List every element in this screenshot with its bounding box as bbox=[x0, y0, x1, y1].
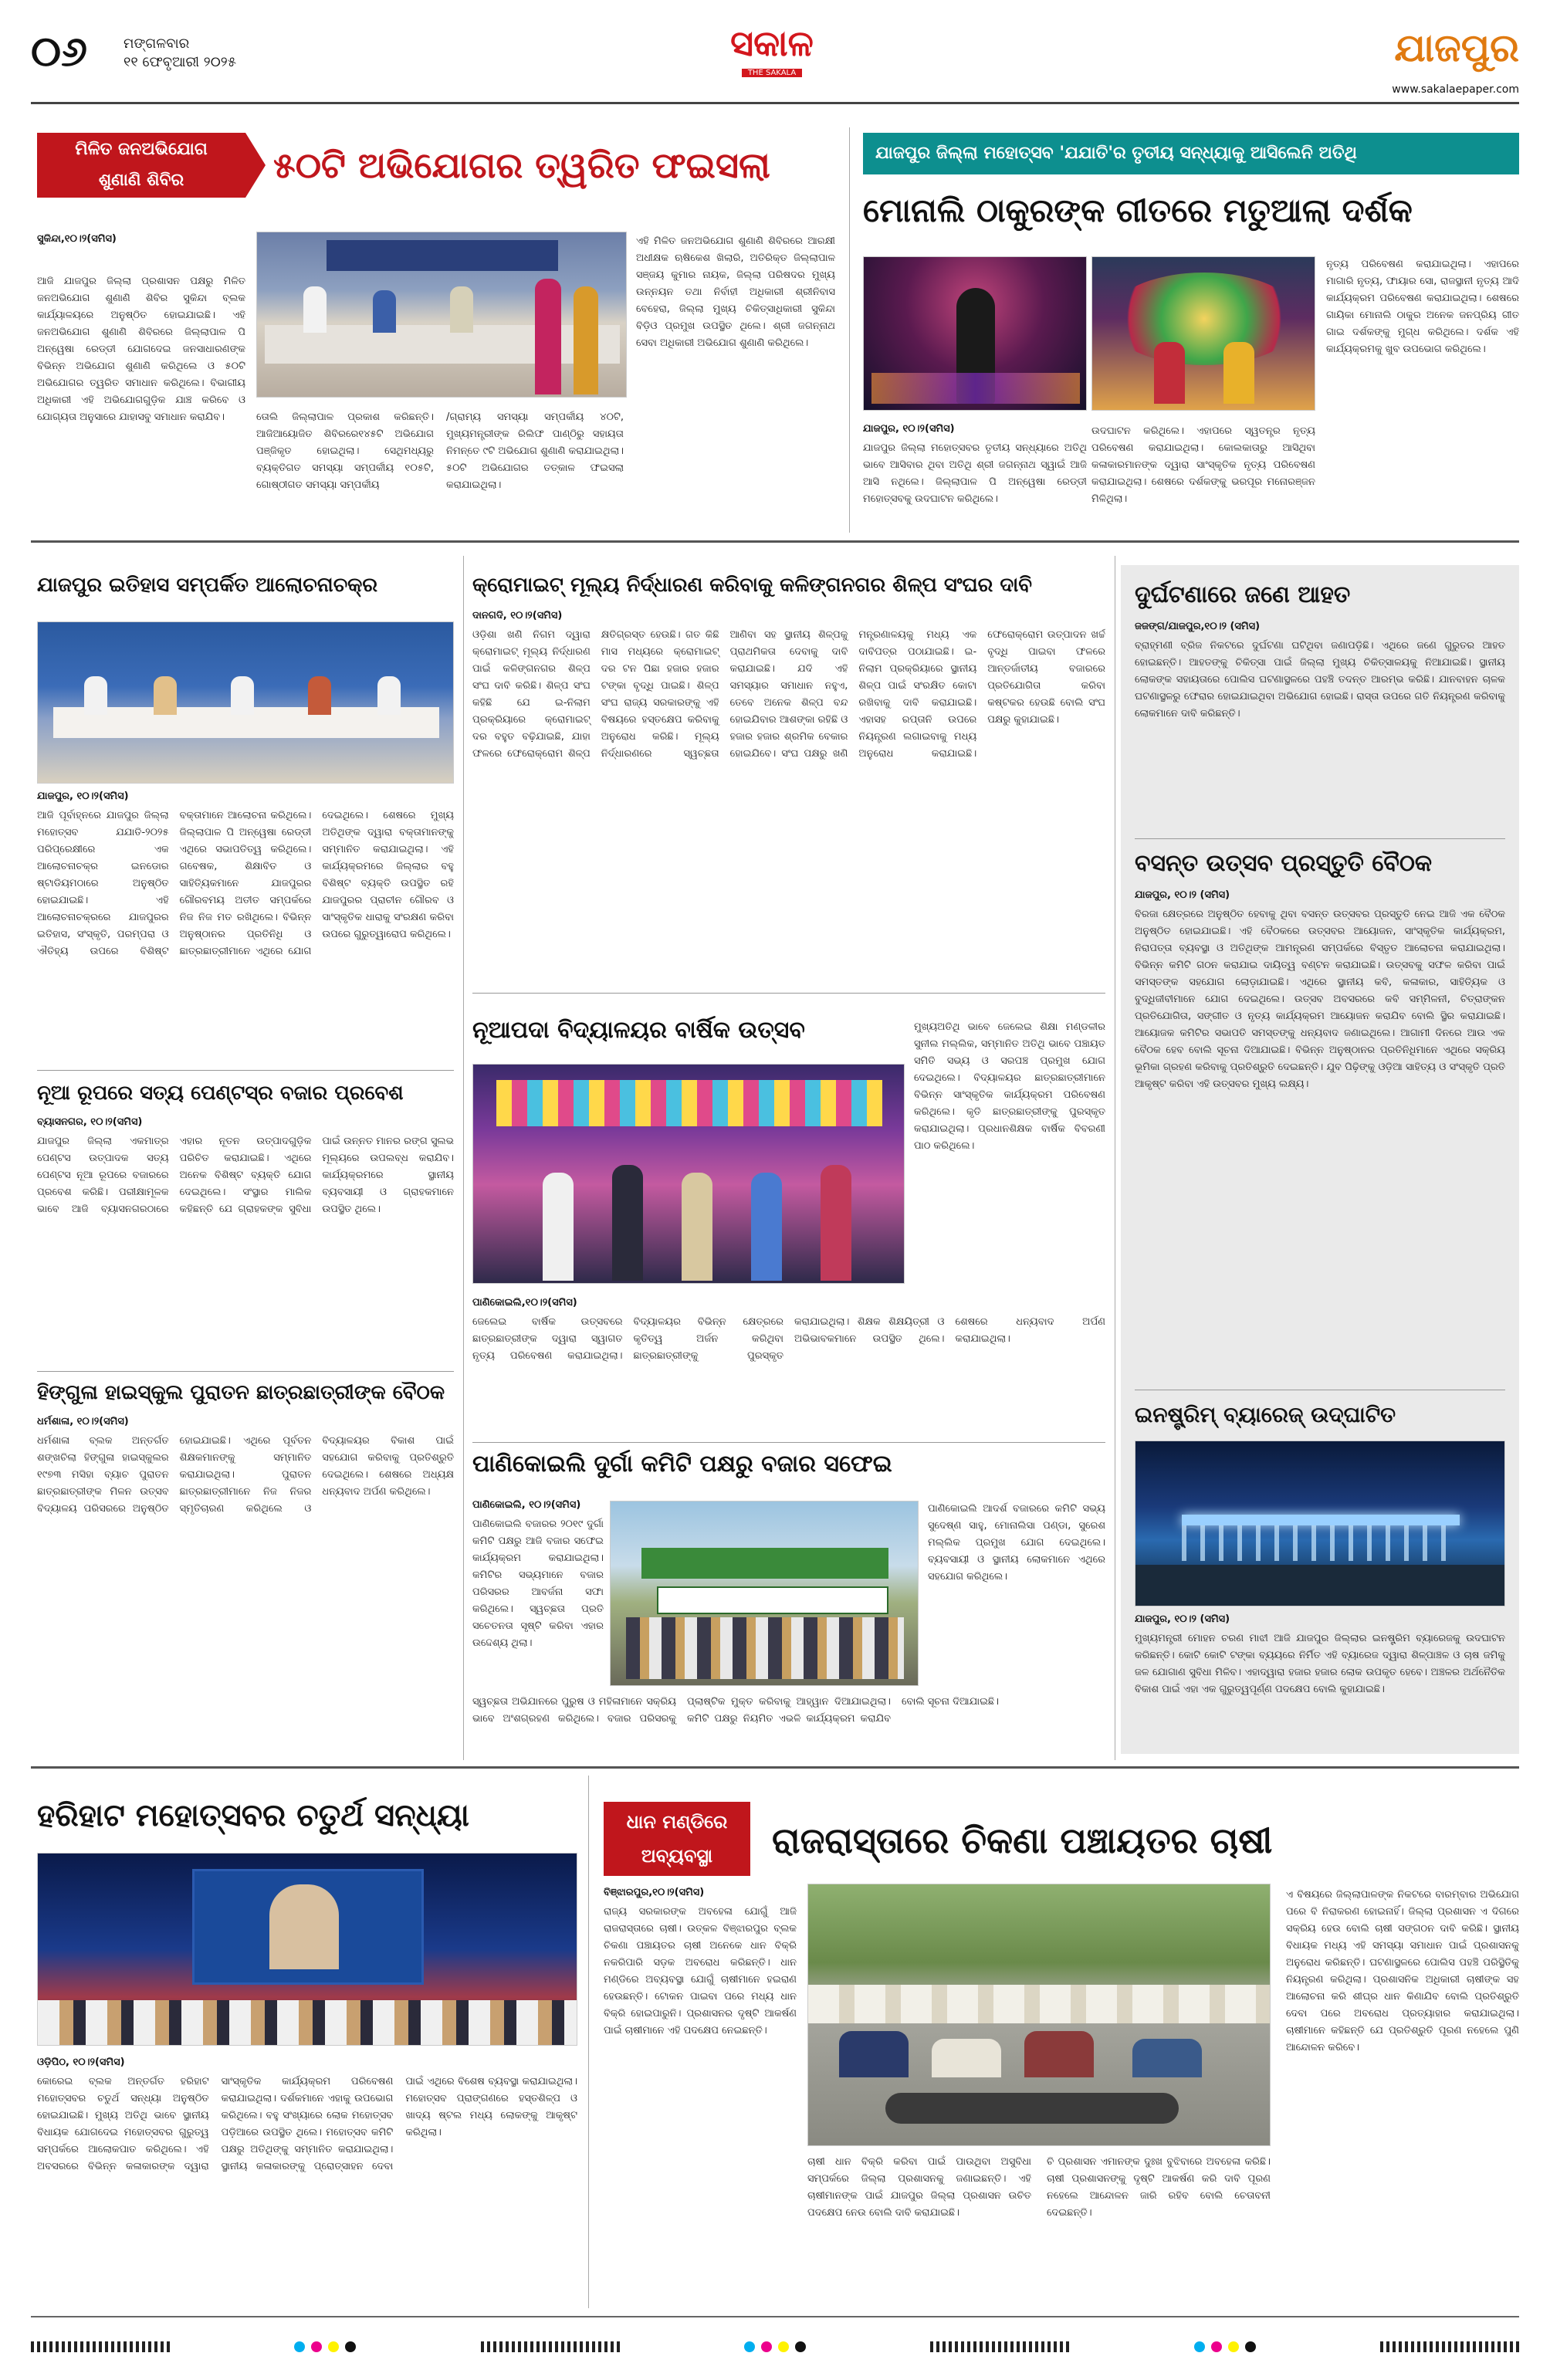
divider bbox=[37, 1371, 454, 1372]
divider bbox=[472, 993, 1105, 994]
s2-headline: ମୋନାଲି ଠାକୁରଙ୍କ ଗୀତରେ ମତୁଆଲା ଦର୍ଶକ bbox=[863, 191, 1413, 229]
s11-headline: ଇନଷ୍ଟ୍ରିମ୍ ବ୍ୟାରେଜ୍ ଉଦ୍‌ଘାଟିତ bbox=[1135, 1402, 1396, 1427]
s1-col1: ଆଜି ଯାଜପୁର ଜିଲ୍ଲା ପ୍ରଶାସନ ପକ୍ଷରୁ ମିଳିତ ଜନଅଭିଯୋଗ ଶୁଣାଣି ଶିବିର ସୁକିନ୍ଦା ବ୍ଲକ କାର୍ଯ୍ୟାଳୟରେ ଅନୁଷ୍ଠିତ ହୋଇଯାଇଛି। ଏହି ଜନଅଭିଯୋଗ ଶୁଣାଣି ଶିବିରରେ ଜିଲ୍ଲାପାଳ ପି ଅନ୍ୱେଷା ରେଡ୍ଡୀ ଯୋଗଦେଇ ଜନସାଧାରଣଙ୍କ ବିଭିନ୍ନ ଅଭିଯୋଗ ଶୁଣାଣି କରିଥିଲେ ଓ ୫୦ଟି ଅଭିଯୋଗର ତ୍ୱରିତ ସମାଧାନ କରିଥିଲେ। ବିଭାଗୀୟ ଅଧିକାରୀ ଏହି ଅଭିଯୋଗଗୁଡ଼ିକ ଯାଞ୍ଚ କରିବେ ଓ ଯୋଗ୍ୟତା ଅନୁସାରେ ଯାହାସବୁ ସମାଧାନ କରାଯିବ। bbox=[37, 276, 245, 423]
s7-body-bottom: ଜେଲେଇ ବାର୍ଷିକ ଉତ୍ସବରେ ଛାତ୍ରଛାତ୍ରୀଙ୍କ ଦ୍ୱାରା ସ୍ୱାଗତ ନୃତ୍ୟ ପରିବେଷଣ କରାଯାଇଥିଲା। ବିଦ୍ୟାଳୟର ବିଭିନ୍ନ କ୍ଷେତ୍ରରେ କୃତିତ୍ୱ ଅର୍ଜନ କରିଥିବା ଛାତ୍ରଛାତ୍ରୀଙ୍କୁ ପୁରସ୍କୃତ କରାଯାଇଥିଲା। ଶିକ୍ଷକ ଶିକ୍ଷୟିତ୍ରୀ ଓ ଅଭିଭାବକମାନେ ଉପସ୍ଥିତ ଥିଲେ। ଶେଷରେ ଧନ୍ୟବାଦ ଅର୍ପଣ କରାଯାଇଥିଲା। bbox=[472, 1316, 1105, 1362]
s9-headline: ଦୁର୍ଘଟଣାରେ ଜଣେ ଆହତ bbox=[1135, 581, 1351, 608]
s3-dateline: ଯାଜପୁର, ୧୦।୨(ସମିସ) bbox=[37, 791, 129, 802]
kicker-line1: ମିଳିତ ଜନଅଭିଯୋଗ bbox=[75, 140, 208, 159]
divider bbox=[37, 1070, 454, 1071]
website-url[interactable]: www.sakalaepaper.com bbox=[1392, 83, 1519, 96]
s12-photo bbox=[37, 1853, 577, 2046]
s13-photo bbox=[807, 1884, 1271, 2146]
s4-headline: ନୂଆ ରୂପରେ ସତ୍ୟ ପେଣ୍ଟସ୍‌ର ବଜାର ପ୍ରବେଶ bbox=[37, 1082, 404, 1105]
s1-col4: ଏହି ମିଳିତ ଜନଅଭିଯୋଗ ଶୁଣାଣି ଶିବିରରେ ଆରକ୍ଷୀ ଅଧୀକ୍ଷକ ଋଷିକେଶ ଖିଲାରି, ଅତିରିକ୍ତ ଜିଲ୍ଲାପାଳ ସଞ୍ଜୟ କୁମାର ନାୟକ, ଜିଲ୍ଲା ପରିଷଦର ମୁଖ୍ୟ ଉନ୍ନୟନ ତଥା ନିର୍ବାହୀ ଅଧିକାରୀ ଶ୍ରୀନିବାସ ବେହେରା, ଜିଲ୍ଲା ମୁଖ୍ୟ ଚିକିତ୍ସାଧିକାରୀ ସୁକିନ୍ଦା ବିଡ଼ିଓ ପ୍ରମୁଖ ଉପସ୍ଥିତ ଥିଲେ। ଶ୍ରୀ ଜଗନ୍ନାଥ ସେବା ଅଧିକାରୀ ଅଭିଯୋଗ ଶୁଣାଣି କରିଥିଲେ। bbox=[636, 235, 835, 349]
s1-dateline: ସୁକିନ୍ଦା,୧୦।୨(ସମିସ) bbox=[37, 233, 117, 245]
column-divider bbox=[849, 127, 850, 533]
s7-photo bbox=[472, 1064, 905, 1284]
s5-body: ଧର୍ମଶାଳା ବ୍ଲକ ଅନ୍ତର୍ଗତ ଶଙ୍ଖଚିଲା ହିଙ୍ଗୁଳା ହାଇସ୍କୁଲର ୧୯୭୩ ମସିହା ବ୍ୟାଚ ପୁରାତନ ଛାତ୍ରଛାତ୍ରୀଙ୍କ ମିଳନ ଉତ୍ସବ ବିଦ୍ୟାଳୟ ପରିସରରେ ଅନୁଷ୍ଠିତ ହୋଇଯାଇଛି। ଏଥିରେ ପୂର୍ବତନ ଶିକ୍ଷକମାନଙ୍କୁ ସମ୍ମାନିତ କରାଯାଇଥିଲା। ପୁରାତନ ଛାତ୍ରଛାତ୍ରୀମାନେ ନିଜ ନିଜର ସ୍ମୃତିଚାରଣ କରିଥିଲେ ଓ ବିଦ୍ୟାଳୟର ବିକାଶ ପାଇଁ ସହଯୋଗ କରିବାକୁ ପ୍ରତିଶ୍ରୁତି ଦେଇଥିଲେ। ଶେଷରେ ଅଧ୍ୟକ୍ଷ ଧନ୍ୟବାଦ ଅର୍ପଣ କରିଥିଲେ। bbox=[37, 1435, 454, 1515]
s13-col4: ଏ ବିଷୟରେ ଜିଲ୍ଲାପାଳଙ୍କ ନିକଟରେ ବାରମ୍ବାର ଅଭିଯୋଗ ପରେ ବି ନିରାକରଣ ହୋଇନାହିଁ। ଜିଲ୍ଲା ପ୍ରଶାସନ ଏ ଦିଗରେ ସକ୍ରିୟ ହେଉ ବୋଲି ଚାଷୀ ସଙ୍ଗଠନ ଦାବି କରିଛି। ସ୍ଥାନୀୟ ବିଧାୟକ ମଧ୍ୟ ଏହି ସମସ୍ୟା ସମାଧାନ ପାଇଁ ପ୍ରଶାସନକୁ ଅନୁରୋଧ କରିଛନ୍ତି। ଘଟଣାସ୍ଥଳରେ ପୋଲିସ ପହଞ୍ଚି ପରିସ୍ଥିତିକୁ ନିୟନ୍ତ୍ରଣ କରିଥିଲା। ପ୍ରଶାସନିକ ଅଧିକାରୀ ଚାଷୀଙ୍କ ସହ ଆଲୋଚନା କରି ଶୀଘ୍ର ଧାନ କିଣାଯିବ ବୋଲି ପ୍ରତିଶ୍ରୁତି ଦେବା ପରେ ଅବରୋଧ ପ୍ରତ୍ୟାହାର କରାଯାଇଥିଲା। ଚାଷୀମାନେ କହିଛନ୍ତି ଯେ ପ୍ରତିଶ୍ରୁତି ପୂରଣ ନହେଲେ ପୁଣି ଆନ୍ଦୋଳନ କରିବେ। bbox=[1286, 1889, 1519, 2053]
s13-dateline: ବିଞ୍ଝାରପୁର,୧୦।୨(ସମିସ) bbox=[604, 1887, 705, 1898]
s11-photo-barrage bbox=[1135, 1441, 1505, 1606]
section-name: ଯାଜପୁର bbox=[1394, 25, 1519, 70]
newspaper-logo bbox=[664, 23, 880, 78]
s6-headline: କ୍ରୋମାଇଟ୍ ମୂଲ୍ୟ ନିର୍ଦ୍ଧାରଣ କରିବାକୁ କଳିଙ୍ଗନଗର ଶିଳ୍ପ ସଂଘର ଦାବି bbox=[472, 574, 1032, 597]
s2-col2: ଉଦଘାଟନ କରିଥିଲେ। ଏହାପରେ ସ୍ୱତନ୍ତ୍ର ନୃତ୍ୟ ପରିବେଷଣ କରାଯାଇଥିଲା। କୋଲକାତାରୁ ଆସିଥିବା କଳାକାରମାନଙ୍କ ଦ୍ୱାରା ସାଂସ୍କୃତିକ ନୃତ୍ୟ ପରିବେଷଣ କରାଯାଇଥିଲା। ଶେଷରେ ଦର୍ଶକଙ୍କୁ ଭରପୂର ମନୋରଞ୍ଜନ ମିଳିଥିଲା। bbox=[1091, 425, 1315, 505]
column-divider bbox=[463, 556, 464, 1760]
s13-kicker-line2: ଅବ୍ୟବସ୍ଥା bbox=[641, 1845, 713, 1867]
s12-headline: ହରିହାଟ ମହୋତ୍ସବର ଚତୁର୍ଥ ସନ୍ଧ୍ୟା bbox=[37, 1798, 469, 1833]
s7-body-right: ମୁଖ୍ୟଅତିଥି ଭାବେ ଜେଲେଇ ଶିକ୍ଷା ମଣ୍ଡଳୀର ସୁନୀଲ ମଲ୍ଲିକ, ସମ୍ମାନିତ ଅତିଥି ଭାବେ ପଞ୍ଚାୟତ ସମିତି ସଭ୍ୟ ଓ ସରପଞ୍ଚ ପ୍ରମୁଖ ଯୋଗ ଦେଇଥିଲେ। ବିଦ୍ୟାଳୟର ଛାତ୍ରଛାତ୍ରୀମାନେ ବିଭିନ୍ନ ସାଂସ୍କୃତିକ କାର୍ଯ୍ୟକ୍ରମ ପରିବେଷଣ କରିଥିଲେ। କୃତି ଛାତ୍ରଛାତ୍ରୀଙ୍କୁ ପୁରସ୍କୃତ କରାଯାଇଥିଲା। ପ୍ରଧାନଶିକ୍ଷକ ବାର୍ଷିକ ବିବରଣୀ ପାଠ କରିଥିଲେ। bbox=[914, 1021, 1105, 1152]
s6-body: ଓଡ଼ିଶା ଖଣି ନିଗମ ଦ୍ୱାରା କ୍ରୋମାଇଟ୍ ମୂଲ୍ୟ ନିର୍ଦ୍ଧାରଣ ପାଇଁ କଳିଙ୍ଗନଗର ଶିଳ୍ପ ସଂଘ ଦାବି କରିଛି। ଶିଳ୍ପ ସଂଘ କହିଛି ଯେ ଇ-ନିଲାମ ପ୍ରକ୍ରିୟାରେ କ୍ରୋମାଇଟ୍ ଦର ବହୁତ ବଢ଼ିଯାଇଛି, ଯାହା ଫଳରେ ଫେରୋକ୍ରୋମ ଶିଳ୍ପ କ୍ଷତିଗ୍ରସ୍ତ ହେଉଛି। ଗତ କିଛି ମାସ ମଧ୍ୟରେ କ୍ରୋମାଇଟ୍ ଦର ଟନ ପିଛା ହଜାର ହଜାର ଟଙ୍କା ବୃଦ୍ଧି ପାଇଛି। ଶିଳ୍ପ ସଂଘ ରାଜ୍ୟ ସରକାରଙ୍କୁ ଏହି ବିଷୟରେ ହସ୍ତକ୍ଷେପ କରିବାକୁ ଅନୁରୋଧ କରିଛି। ମୂଲ୍ୟ ନିର୍ଦ୍ଧାରଣରେ ସ୍ୱଚ୍ଛତା ଆଣିବା ସହ ସ୍ଥାନୀୟ ଶିଳ୍ପକୁ ପ୍ରାଥମିକତା ଦେବାକୁ ଦାବି କରାଯାଇଛି। ଯଦି ଏହି ସମସ୍ୟାର ସମାଧାନ ନହୁଏ, ତେବେ ଅନେକ ଶିଳ୍ପ ବନ୍ଦ ହୋଇଯିବାର ଆଶଙ୍କା ରହିଛି ଓ ହଜାର ହଜାର ଶ୍ରମିକ ବେକାର ହୋଇଯିବେ। ସଂଘ ପକ୍ଷରୁ ଖଣି ମନ୍ତ୍ରଣାଳୟକୁ ମଧ୍ୟ ଏକ ଦାବିପତ୍ର ପଠାଯାଇଛି। ଇ-ନିଲାମ ପ୍ରକ୍ରିୟାରେ ସ୍ଥାନୀୟ ଶିଳ୍ପ ପାଇଁ ସଂରକ୍ଷିତ କୋଟା ରଖିବାକୁ ଦାବି କରାଯାଇଛି। ଏହାସହ ରପ୍ତାନି ଉପରେ ନିୟନ୍ତ୍ରଣ ଲଗାଇବାକୁ ମଧ୍ୟ ଅନୁରୋଧ କରାଯାଇଛି। ଫେରୋକ୍ରୋମ ଉତ୍ପାଦନ ଖର୍ଚ୍ଚ ବୃଦ୍ଧି ପାଇବା ଫଳରେ ଆନ୍ତର୍ଜାତୀୟ ବଜାରରେ ପ୍ରତିଯୋଗିତା କରିବା କଷ୍ଟକର ହେଉଛି ବୋଲି ସଂଘ ପକ୍ଷରୁ କୁହାଯାଇଛି। bbox=[472, 629, 1105, 760]
section-rule bbox=[31, 1766, 1519, 1769]
s13-headline: ରାଜରାସ୍ତାରେ ଚିକଣା ପଞ୍ଚାୟତର ଚାଷୀ bbox=[772, 1820, 1273, 1861]
s1-headline: ୫୦ଟି ଅଭିଯୋଗର ତ୍ୱରିତ ଫଇସଲା bbox=[273, 144, 770, 186]
s8-body-left: ପାଣିକୋଇଲି ବଜାରର ୨୦୧୯ ଦୁର୍ଗା କମିଟି ପକ୍ଷରୁ ଆଜି ବଜାର ସଫେଇ କାର୍ଯ୍ୟକ୍ରମ କରାଯାଇଥିଲା। କମିଟିର ସଭ୍ୟମାନେ ବଜାର ପରିସରର ଆବର୍ଜନା ସଫା କରିଥିଲେ। ସ୍ୱଚ୍ଛତା ପ୍ରତି ସଚେତନତା ସୃଷ୍ଟି କରିବା ଏହାର ଉଦ୍ଦେଶ୍ୟ ଥିଲା। bbox=[472, 1518, 604, 1649]
s2-col3: ନୃତ୍ୟ ପରିବେଷଣ କରାଯାଇଥିଲା। ଏହାପରେ ମାଗାରି ନୃତ୍ୟ, ଫାୟାର ସୋ, ରାଜସ୍ଥାନୀ ନୃତ୍ୟ ଆଦି କାର୍ଯ୍ୟକ୍ରମ ପରିବେଷଣ କରାଯାଇଥିଲା। ଶେଷରେ ଗାୟିକା ମୋନାଲି ଠାକୁର ଅନେକ ଜନପ୍ରିୟ ଗୀତ ଗାଇ ଦର୍ଶକଙ୍କୁ ମୁଗ୍ଧ କରିଥିଲେ। ଦର୍ଶକ ଏହି କାର୍ଯ୍ୟକ୍ରମକୁ ଖୁବ ଉପଭୋଗ କରିଥିଲେ। bbox=[1326, 259, 1519, 355]
s10-headline: ବସନ୍ତ ଉତ୍ସବ ପ୍ରସ୍ତୁତି ବୈଠକ bbox=[1135, 850, 1433, 877]
s12-dateline: ଓଡ଼ିପିଠ, ୧୦।୨(ସମିସ) bbox=[37, 2057, 125, 2068]
s8-photo bbox=[610, 1501, 919, 1686]
s13-kicker-line1: ଧାନ ମଣ୍ଡିରେ bbox=[626, 1811, 728, 1833]
registration-marks bbox=[31, 2339, 1519, 2355]
s8-headline: ପାଣିକୋଇଲି ଦୁର୍ଗା କମିଟି ପକ୍ଷରୁ ବଜାର ସଫେଇ bbox=[472, 1451, 892, 1478]
s9-dateline: ଜଜଙ୍ଗ/ଯାଜପୁର,୧୦।୨ (ସମିସ) bbox=[1135, 621, 1261, 632]
issue-date: ୧୧ ଫେବୃଆରୀ ୨୦୨୫ bbox=[124, 54, 236, 70]
divider bbox=[1135, 838, 1505, 839]
s1-col2: ତୋଲି ଜିଲ୍ଲାପାଳ ପ୍ରକାଶ କରିଛନ୍ତି। ଆଜିଆୟୋଜିତ ଶିବିରରେ୧୪୫ଟି ଅଭିଯୋଗ ପଞ୍ଜିକୃତ ହୋଇଥିଲା। ସେଥିମଧ୍ୟରୁ ବ୍ୟକ୍ତିଗତ ସମସ୍ୟା ସମ୍ପର୍କୀୟ ୧୦୫ଟି, ଗୋଷ୍ଠୀଗତ ସମସ୍ୟା ସମ୍ପର୍କୀୟ bbox=[256, 411, 434, 491]
s2-kicker: ଯାଜପୁର ଜିଲ୍ଲା ମହୋତ୍ସବ 'ଯଯାତି'ର ତୃତୀୟ ସନ୍ଧ୍ୟାକୁ ଆସିଲେନି ଅତିଥି bbox=[863, 133, 1519, 174]
s11-body: ମୁଖ୍ୟମନ୍ତ୍ରୀ ମୋହନ ଚରଣ ମାଝୀ ଆଜି ଯାଜପୁର ଜିଲ୍ଲାର ଇନଷ୍ଟ୍ରିମ ବ୍ୟାରେଜକୁ ଉଦଘାଟନ କରିଛନ୍ତି। କୋଟି କୋଟି ଟଙ୍କା ବ୍ୟୟରେ ନିର୍ମିତ ଏହି ବ୍ୟାରେଜ ଦ୍ୱାରା ଶିଳ୍ପାଞ୍ଚଳ ଓ ଚାଷ ଜମିକୁ ଜଳ ଯୋଗାଣ ସୁବିଧା ମିଳିବ। ଏହାଦ୍ୱାରା ହଜାର ହଜାର ଲୋକ ଉପକୃତ ହେବେ। ଅଞ୍ଚଳର ଅର୍ଥନୈତିକ ବିକାଶ ପାଇଁ ଏହା ଏକ ଗୁରୁତ୍ୱପୂର୍ଣ୍ଣ ପଦକ୍ଷେପ ବୋଲି କୁହାଯାଇଛି। bbox=[1135, 1633, 1505, 1695]
column-divider bbox=[588, 1776, 589, 2308]
s2-col1: ଯାଜପୁର ଜିଲ୍ଲା ମହୋତ୍ସବର ତୃତୀୟ ସନ୍ଧ୍ୟାରେ ଅତିଥି ଭାବେ ଆସିବାର ଥିବା ଅତିଥି ଶ୍ରୀ ଜଗନ୍ନାଥ ସ୍ୱାଇଁ ଆଜି ଆସି ନଥିଲେ। ଜିଲ୍ଲାପାଳ ପି ଅନ୍ୱେଷା ରେଡ୍ଡୀ ମହୋତ୍ସବକୁ ଉଦଘାଟନ କରିଥିଲେ। bbox=[863, 442, 1087, 505]
s2-dateline: ଯାଜପୁର, ୧୦।୨(ସମିସ) bbox=[863, 423, 955, 435]
s13-col3: ଚି ପ୍ରଶାସନ ଏମାନଙ୍କ ଦୁଃଖ ବୁଝିବାରେ ଅବହେଳା କରିଛି। ଚାଷୀ ପ୍ରଶାସନଙ୍କୁ ଦୃଷ୍ଟି ଆକର୍ଷଣ କରି ଦାବି ପୂରଣ ନହେଲେ ଆନ୍ଦୋଳନ ଜାରି ରହିବ ବୋଲି ଚେତାବନୀ ଦେଇଛନ୍ତି। bbox=[1047, 2156, 1271, 2219]
s3-headline: ଯାଜପୁର ଇତିହାସ ସମ୍ପର୍କିତ ଆଲୋଚନାଚକ୍ର bbox=[37, 574, 378, 597]
kicker-box bbox=[37, 133, 245, 198]
s11-dateline: ଯାଜପୁର, ୧୦।୨ (ସମିସ) bbox=[1135, 1613, 1230, 1625]
kicker-chevron bbox=[245, 133, 266, 198]
s5-headline: ହିଙ୍ଗୁଳା ହାଇସ୍କୁଲ ପୁରାତନ ଛାତ୍ରଛାତ୍ରୀଙ୍କ ବୈଠକ bbox=[37, 1381, 445, 1404]
kicker-line2: ଶୁଣାଣି ଶିବିର bbox=[98, 171, 184, 190]
s1-col3: /ଗ୍ରାମ୍ୟ ସମସ୍ୟା ସମ୍ପର୍କୀୟ ୪୦ଟି, ମୁଖ୍ୟମନ୍ତ୍ରୀଙ୍କ ରିଲିଫ ପାଣ୍ଠିରୁ ସହାୟତା ନିମନ୍ତେ ୯ଟି ଅଭିଯୋଗ ଶୁଣାଣି କରାଯାଇଥିଲା। ୫୦ଟି ଅଭିଯୋଗର ତତ୍କାଳ ଫଇସଲା କରାଯାଇଥିଲା। bbox=[446, 411, 624, 491]
s8-body-bottom: ସ୍ୱଚ୍ଛତା ଅଭିଯାନରେ ପୁରୁଷ ଓ ମହିଳାମାନେ ସକ୍ରିୟ ଭାବେ ଅଂଶଗ୍ରହଣ କରିଥିଲେ। ବଜାର ପରିସରକୁ ପ୍ଲାଷ୍ଟିକ ମୁକ୍ତ କରିବାକୁ ଆହ୍ୱାନ ଦିଆଯାଇଥିଲା। କମିଟି ପକ୍ଷରୁ ନିୟମିତ ଏଭଳି କାର୍ଯ୍ୟକ୍ରମ କରାଯିବ ବୋଲି ସୂଚନା ଦିଆଯାଇଛି। bbox=[472, 1696, 999, 1725]
s13-col1: ରାଜ୍ୟ ସରକାରଙ୍କ ଅବହେଳା ଯୋଗୁଁ ଆଜି ରାଜରାସ୍ତାରେ ଚାଷୀ। ଉତ୍କଳ ବିଞ୍ଝାରପୁର ବ୍ଲକ ଚିକଣା ପଞ୍ଚାୟତର ଚାଷୀ ଅନେକେ ଧାନ ବିକ୍ରି ନକରିପାରି ସଡ଼କ ଅବରୋଧ କରିଛନ୍ତି। ଧାନ ମଣ୍ଡିରେ ଅବ୍ୟବସ୍ଥା ଯୋଗୁଁ ଚାଷୀମାନେ ହଇରାଣ ହେଉଛନ୍ତି। ଟୋକନ ପାଇବା ପରେ ମଧ୍ୟ ଧାନ ବିକ୍ରି ହୋଇପାରୁନି। ପ୍ରଶାସନର ଦୃଷ୍ଟି ଆକର୍ଷଣ ପାଇଁ ଚାଷୀମାନେ ଏହି ପଦକ୍ଷେପ ନେଇଛନ୍ତି। bbox=[604, 1906, 797, 2036]
issue-day: ମଙ୍ଗଳବାର bbox=[124, 36, 190, 52]
logo-subtitle: THE SAKALA bbox=[742, 69, 802, 77]
logo-text: ସକାଳ bbox=[730, 22, 814, 64]
s4-dateline: ବ୍ୟାସନଗର, ୧୦।୨(ସମିସ) bbox=[37, 1116, 143, 1128]
s10-dateline: ଯାଜପୁର, ୧୦।୨ (ସମିସ) bbox=[1135, 889, 1230, 901]
s5-dateline: ଧର୍ମଶାଳା, ୧୦।୨(ସମିସ) bbox=[37, 1416, 129, 1427]
s8-body-right: ପାଣିକୋଇଲି ଆଦର୍ଶ ବଜାରରେ କମିଟି ସଭ୍ୟ ସୁଦେଷ୍ଣ ସାହୁ, ମୋନାଲିସା ପଣ୍ଡା, ସୁରେଶ ମଲ୍ଲିକ ପ୍ରମୁଖ ଯୋଗ ଦେଇଥିଲେ। ବ୍ୟବସାୟୀ ଓ ସ୍ଥାନୀୟ ଲୋକମାନେ ଏଥିରେ ସହଯୋଗ କରିଥିଲେ। bbox=[928, 1503, 1105, 1583]
s4-body: ଯାଜପୁର ଜିଲ୍ଲା ଏକମାତ୍ର ପେଣ୍ଟସ ଉତ୍ପାଦକ ସତ୍ୟ ପେଣ୍ଟସ ନୂଆ ରୂପରେ ବଜାରରେ ପ୍ରବେଶ କରିଛି। ପରୀକ୍ଷାମୂଳକ ଭାବେ ଆଜି ବ୍ୟାସନଗରଠାରେ ଏହାର ନୂତନ ଉତ୍ପାଦଗୁଡ଼ିକ ପରିଚିତ କରାଯାଇଛି। ଏଥିରେ ଅନେକ ବିଶିଷ୍ଟ ବ୍ୟକ୍ତି ଯୋଗ ଦେଇଥିଲେ। ସଂସ୍ଥାର ମାଲିକ କହିଛନ୍ତି ଯେ ଗ୍ରାହକଙ୍କ ସୁବିଧା ପାଇଁ ଉନ୍ନତ ମାନର ରଙ୍ଗ ସୁଲଭ ମୂଲ୍ୟରେ ଉପଲବ୍ଧ କରାଯିବ। କାର୍ଯ୍ୟକ୍ରମରେ ସ୍ଥାନୀୟ ବ୍ୟବସାୟୀ ଓ ଗ୍ରାହକମାନେ ଉପସ୍ଥିତ ଥିଲେ। bbox=[37, 1136, 454, 1215]
s6-dateline: ଦାନଗଦି, ୧୦।୨(ସମିସ) bbox=[472, 610, 563, 621]
s2-photo-dance bbox=[1091, 256, 1315, 411]
s1-photo bbox=[256, 232, 627, 398]
page-number: ୦୬ bbox=[31, 26, 88, 76]
footer-rule bbox=[31, 2316, 1519, 2317]
s3-photo bbox=[37, 621, 454, 784]
s8-dateline: ପାଣିକୋଇଲି, ୧୦।୨(ସମିସ) bbox=[472, 1499, 581, 1511]
s9-body: ବ୍ରାହ୍ମଣୀ ବ୍ରିଜ ନିକଟରେ ଦୁର୍ଘଟଣା ଘଟିଥିବା ଜଣାପଡ଼ିଛି। ଏଥିରେ ଜଣେ ଗୁରୁତର ଆହତ ହୋଇଛନ୍ତି। ଆହତଙ୍କୁ ଚିକିତ୍ସା ପାଇଁ ଜିଲ୍ଲା ମୁଖ୍ୟ ଚିକିତ୍ସାଳୟକୁ ନିଆଯାଇଛି। ସ୍ଥାନୀୟ ଲୋକଙ୍କ ସହାୟତାରେ ପୋଲିସ ଘଟଣାସ୍ଥଳରେ ପହଞ୍ଚି ତଦନ୍ତ ଆରମ୍ଭ କରିଛି। ଯାନବାହନ ଚାଳକ ଘଟଣାସ୍ଥଳରୁ ଫେରାର ହୋଇଯାଇଥିବା ଅଭିଯୋଗ ହୋଇଛି। ରାସ୍ତା ଉପରେ ଗତି ନିୟନ୍ତ୍ରଣ କରିବାକୁ ଲୋକମାନେ ଦାବି କରିଛନ୍ତି। bbox=[1135, 640, 1505, 719]
s7-headline: ନୂଆପଦା ବିଦ୍ୟାଳୟର ବାର୍ଷିକ ଉତ୍ସବ bbox=[472, 1017, 805, 1044]
s10-body: ବିରଜା କ୍ଷେତ୍ରରେ ଅନୁଷ୍ଠିତ ହେବାକୁ ଥିବା ବସନ୍ତ ଉତ୍ସବର ପ୍ରସ୍ତୁତି ନେଇ ଆଜି ଏକ ବୈଠକ ଅନୁଷ୍ଠିତ ହୋଇଯାଇଛି। ଏହି ବୈଠକରେ ଉତ୍ସବର ଆୟୋଜନ, ସାଂସ୍କୃତିକ କାର୍ଯ୍ୟକ୍ରମ, ନିରାପତ୍ତା ବ୍ୟବସ୍ଥା ଓ ଅତିଥିଙ୍କ ଆମନ୍ତ୍ରଣ ସମ୍ପର୍କରେ ବିସ୍ତୃତ ଆଲୋଚନା କରାଯାଇଥିଲା। ବିଭିନ୍ନ କମିଟି ଗଠନ କରାଯାଇ ଦାୟିତ୍ୱ ବଣ୍ଟନ କରାଯାଇଛି। ଉତ୍ସବକୁ ସଫଳ କରିବା ପାଇଁ ସମସ୍ତଙ୍କ ସହଯୋଗ ଲୋଡ଼ାଯାଇଛି। ଏଥିରେ ସ୍ଥାନୀୟ କବି, କଳାକାର, ସାହିତ୍ୟିକ ଓ ବୁଦ୍ଧିଜୀବୀମାନେ ଯୋଗ ଦେଇଥିଲେ। ଉତ୍ସବ ଅବସରରେ କବି ସମ୍ମିଳନୀ, ଚିତ୍ରାଙ୍କନ ପ୍ରତିଯୋଗିତା, ସଙ୍ଗୀତ ଓ ନୃତ୍ୟ କାର୍ଯ୍ୟକ୍ରମ ଆୟୋଜନ କରାଯିବ ବୋଲି ସ୍ଥିର କରାଯାଇଛି। ଆୟୋଜକ କମିଟିର ସଭାପତି ସମସ୍ତଙ୍କୁ ଧନ୍ୟବାଦ ଜଣାଇଥିଲେ। ଆଗାମୀ ଦିନରେ ଆଉ ଏକ ବୈଠକ ହେବ ବୋଲି ସୂଚନା ଦିଆଯାଇଛି। ବିଭିନ୍ନ ଅନୁଷ୍ଠାନର ପ୍ରତିନିଧିମାନେ ଏଥିରେ ସକ୍ରିୟ ଭୂମିକା ଗ୍ରହଣ କରିବାକୁ ପ୍ରତିଶ୍ରୁତି ଦେଇଛନ୍ତି। ଯୁବ ପିଢ଼ିଙ୍କୁ ଓଡ଼ିଆ ସାହିତ୍ୟ ଓ ସଂସ୍କୃତି ପ୍ରତି ଆକୃଷ୍ଟ କରିବା ଏହି ଉତ୍ସବର ମୁଖ୍ୟ ଲକ୍ଷ୍ୟ। bbox=[1135, 909, 1505, 1090]
divider bbox=[472, 1442, 1105, 1443]
s13-kicker-box bbox=[604, 1802, 750, 1876]
s3-body: ଆଜି ପୂର୍ବାହ୍ନରେ ଯାଜପୁର ଜିଲ୍ଲା ମହୋତ୍ସବ ଯଯାତି-୨୦୨୫ ପରିପ୍ରେକ୍ଷୀରେ ଏକ ଆଲୋଚନାଚକ୍ର ଇନଡୋର ଷ୍ଟାଡିୟମଠାରେ ଅନୁଷ୍ଠିତ ହୋଇଯାଇଛି। ଏହି ଆଲୋଚନାଚକ୍ରରେ ଯାଜପୁରର ଇତିହାସ, ସଂସ୍କୃତି, ପରମ୍ପରା ଓ ଐତିହ୍ୟ ଉପରେ ବିଶିଷ୍ଟ ବକ୍ତାମାନେ ଆଲୋଚନା କରିଥିଲେ। ଜିଲ୍ଲାପାଳ ପି ଅନ୍ୱେଷା ରେଡ୍ଡୀ ଏଥିରେ ସଭାପତିତ୍ୱ କରିଥିଲେ। ଗବେଷକ, ଶିକ୍ଷାବିତ ଓ ସାହିତ୍ୟିକମାନେ ଯାଜପୁରର ଗୌରବମୟ ଅତୀତ ସମ୍ପର୍କରେ ନିଜ ନିଜ ମତ ରଖିଥିଲେ। ବିଭିନ୍ନ ଅନୁଷ୍ଠାନର ପ୍ରତିନିଧି ଓ ଛାତ୍ରଛାତ୍ରୀମାନେ ଏଥିରେ ଯୋଗ ଦେଇଥିଲେ। ଶେଷରେ ମୁଖ୍ୟ ଅତିଥିଙ୍କ ଦ୍ୱାରା ବକ୍ତାମାନଙ୍କୁ ସମ୍ମାନିତ କରାଯାଇଥିଲା। ଏହି କାର୍ଯ୍ୟକ୍ରମରେ ଜିଲ୍ଲାର ବହୁ ବିଶିଷ୍ଟ ବ୍ୟକ୍ତି ଉପସ୍ଥିତ ରହି ଯାଜପୁରର ପ୍ରାଚୀନ ଗୌରବ ଓ ସାଂସ୍କୃତିକ ଧାରାକୁ ସଂରକ୍ଷଣ କରିବା ଉପରେ ଗୁରୁତ୍ୱାରୋପ କରିଥିଲେ। bbox=[37, 810, 454, 957]
section-rule bbox=[31, 540, 1519, 543]
s7-dateline: ପାଣିକୋଇଲି,୧୦।୨(ସମିସ) bbox=[472, 1297, 577, 1308]
s12-body: କୋରେଇ ବ୍ଲକ ଅନ୍ତର୍ଗତ ହରିହାଟ ମହୋତ୍ସବର ଚତୁର୍ଥ ସନ୍ଧ୍ୟା ଅନୁଷ୍ଠିତ ହୋଇଯାଇଛି। ମୁଖ୍ୟ ଅତିଥି ଭାବେ ସ୍ଥାନୀୟ ବିଧାୟକ ଯୋଗଦେଇ ମହୋତ୍ସବର ଗୁରୁତ୍ୱ ସମ୍ପର୍କରେ ଆଲୋକପାତ କରିଥିଲେ। ଏହି ଅବସରରେ ବିଭିନ୍ନ କଳାକାରଙ୍କ ଦ୍ୱାରା ସାଂସ୍କୃତିକ କାର୍ଯ୍ୟକ୍ରମ ପରିବେଷଣ କରାଯାଇଥିଲା। ଦର୍ଶକମାନେ ଏହାକୁ ଉପଭୋଗ କରିଥିଲେ। ବହୁ ସଂଖ୍ୟାରେ ଲୋକ ମହୋତ୍ସବ ପଡ଼ିଆରେ ଉପସ୍ଥିତ ଥିଲେ। ମହୋତ୍ସବ କମିଟି ପକ୍ଷରୁ ଅତିଥିଙ୍କୁ ସମ୍ମାନିତ କରାଯାଇଥିଲା। ସ୍ଥାନୀୟ କଳାକାରଙ୍କୁ ପ୍ରୋତ୍ସାହନ ଦେବା ପାଇଁ ଏଥିରେ ବିଶେଷ ବ୍ୟବସ୍ଥା କରାଯାଇଥିଲା। ମହୋତ୍ସବ ପ୍ରାଙ୍ଗଣରେ ହସ୍ତଶିଳ୍ପ ଓ ଖାଦ୍ୟ ଷ୍ଟଲ ମଧ୍ୟ ଲୋକଙ୍କୁ ଆକୃଷ୍ଟ କରିଥିଲା। bbox=[37, 2076, 577, 2172]
s2-photo-singer bbox=[863, 256, 1087, 411]
s13-col2: ଚାଷୀ ଧାନ ବିକ୍ରି କରିବା ପାଇଁ ପାଉଥିବା ଅସୁବିଧା ସମ୍ପର୍କରେ ଜିଲ୍ଲା ପ୍ରଶାସନକୁ ଜଣାଇଛନ୍ତି। ଏହି ଚାଷୀମାନଙ୍କ ପାଇଁ ଯାଜପୁର ଜିଲ୍ଲା ପ୍ରଶାସନ ଉଚିତ ପଦକ୍ଷେପ ନେଉ ବୋଲି ଦାବି କରାଯାଇଛି। bbox=[807, 2156, 1031, 2219]
masthead-rule bbox=[31, 102, 1519, 104]
